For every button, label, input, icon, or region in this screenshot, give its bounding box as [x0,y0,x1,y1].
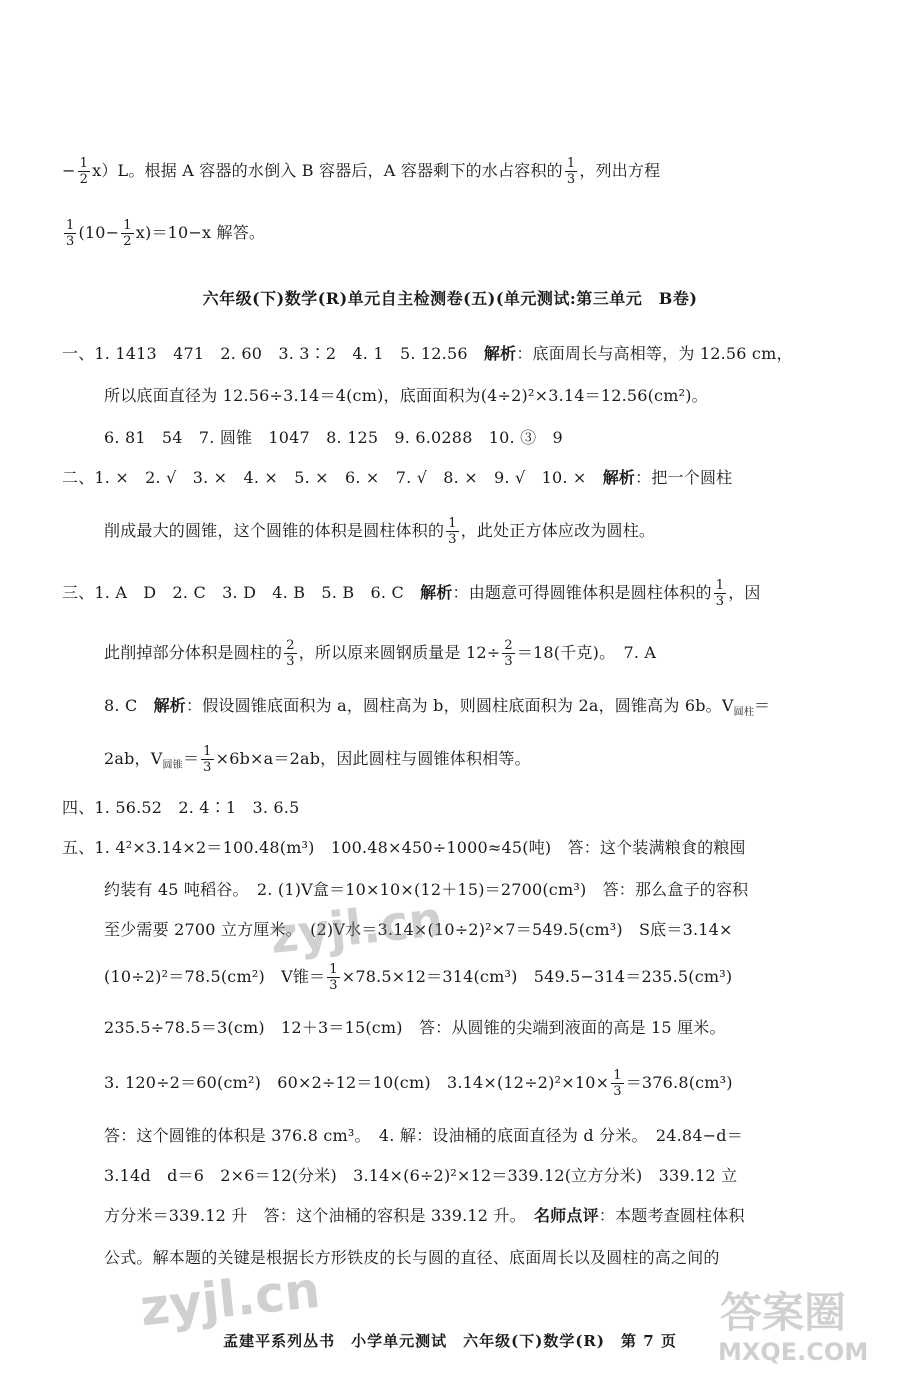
watermark-text: zyjl.cn [137,1260,323,1338]
s5-line-3: 至少需要 2700 立方厘米。 (2)V水＝3.14×(10÷2)²×7＝549.5(cm³) S底＝3.14× [104,920,733,939]
s1-line-3: 6. 81 54 7. 圆锥 1047 8. 125 9. 6.0288 10. ③ 9 [104,428,563,447]
page-footer: 孟建平系列丛书 小学单元测试 六年级(下)数学(R) 第 7 页 [223,1332,677,1350]
s5-line-1: 五、1. 4²×3.14×2＝100.48(m³) 100.48×450÷1000≈45(吨) 答：这个装满粮食的粮囤 [62,838,746,857]
s5-line-5: 235.5÷78.5＝3(cm) 12＋3＝15(cm) 答：从圆锥的尖端到液面的高是 15 厘米。 [104,1018,726,1037]
fraction: $\frac{2}{3}$ [504,638,513,669]
s2-line-1: 二、1. × 2. √ 3. × 4. × 5. × 6. × 7. √ 8. × 9. √ 10. × 解析：把一个圆柱 [62,468,733,487]
section-title: 六年级(下)数学(R)单元自主检测卷(五)(单元测试:第三单元 B卷) [202,289,698,308]
s1-line-1: 一、1. 1413 471 2. 60 3. 3∶2 4. 1 5. 12.56 解析：底面周长与高相等，为 12.56 cm， [62,344,793,363]
fraction: $\frac{1}{3}$ [448,516,457,547]
s3-line-1: 三、1. A D 2. C 3. D 4. B 5. B 6. C 解析：由题意可得圆锥体积是圆柱体积的 $\frac{1}{3}$ ，因 [62,578,761,609]
fraction: $\frac{1}{2}$ [79,156,89,187]
intro-line-2: $\frac{1}{3}$ (10− $\frac{1}{2}$ x)＝10−x 解答。 [66,218,266,249]
s5-line-4: (10÷2)²＝78.5(cm²) V锥＝ $\frac{1}{3}$ ×78.5×12＝314(cm³) 549.5−314＝235.5(cm³) [104,962,733,993]
watermark-logo: 答案圈 [720,1288,847,1337]
fraction: $\frac{2}{3}$ [286,638,295,669]
s5-line-7: 答：这个圆锥的体积是 376.8 cm³。 4. 解：设油桶的底面直径为 d 分米。 24.84−d＝ [104,1126,743,1145]
s1-line-2: 所以底面直径为 12.56÷3.14＝4(cm)，底面面积为(4÷2)²×3.14＝12.56(cm²)。 [104,386,708,405]
watermark-text: zyjl.cn [267,891,446,965]
fraction: $\frac{1}{2}$ [123,218,132,249]
watermark-text: MXQE.COM [718,1338,869,1366]
s3-line-4: 2ab，$V_{圆锥}=$ $\frac{1}{3}$ ×6b×a＝2ab，因此圆柱与圆锥体积相等。 [104,744,531,775]
fraction: $\frac{1}{3}$ [715,578,725,609]
fraction: $\frac{1}{3}$ [613,1068,622,1099]
s5-line-9: 方分米＝339.12 升 答：这个油桶的容积是 339.12 升。 名师点评：本题考查圆柱体积 [104,1206,745,1225]
intro-line-1: − $\frac{1}{2}$ x）L。根据 A 容器的水倒入 B 容器后，A 容器剩下的水占容积的 $\frac{1}{3}$ ，列出方程 [62,156,661,187]
fraction: $\frac{1}{3}$ [66,218,75,249]
fraction: $\frac{1}{3}$ [203,744,212,775]
fraction: $\frac{1}{3}$ [566,156,576,187]
s3-line-3: 8. C 解析：假设圆锥底面积为 a，圆柱高为 b，则圆柱底面积为 2a，圆锥高为 6b。$V_{圆柱}=$ [104,696,771,719]
s4-line-1: 四、1. 56.52 2. 4∶1 3. 6.5 [62,798,300,817]
fraction: $\frac{1}{3}$ [329,962,338,993]
s5-line-8: 3.14d d＝6 2×6＝12(分米) 3.14×(6÷2)²×12＝339.12(立方分米) 339.12 立 [104,1166,738,1185]
s3-line-2: 此削掉部分体积是圆柱的 $\frac{2}{3}$ ，所以原来圆钢质量是 12÷ $\frac{2}{3}$ ＝18(千克)。 7. A [104,638,657,669]
s5-line-10: 公式。解本题的关键是根据长方形铁皮的长与圆的直径、底面周长以及圆柱的高之间的 [104,1248,720,1267]
s5-line-2: 约装有 45 吨稻谷。 2. (1)V盒＝10×10×(12＋15)＝2700(cm³) 答：那么盒子的容积 [104,880,749,899]
s2-line-2: 削成最大的圆锥，这个圆锥的体积是圆柱体积的 $\frac{1}{3}$ ，此处正方体应改为圆柱。 [104,516,656,547]
s5-line-6: 3. 120÷2＝60(cm²) 60×2÷12＝10(cm) 3.14×(12÷2)²×10× $\frac{1}{3}$ ＝376.8(cm³) [104,1068,733,1099]
